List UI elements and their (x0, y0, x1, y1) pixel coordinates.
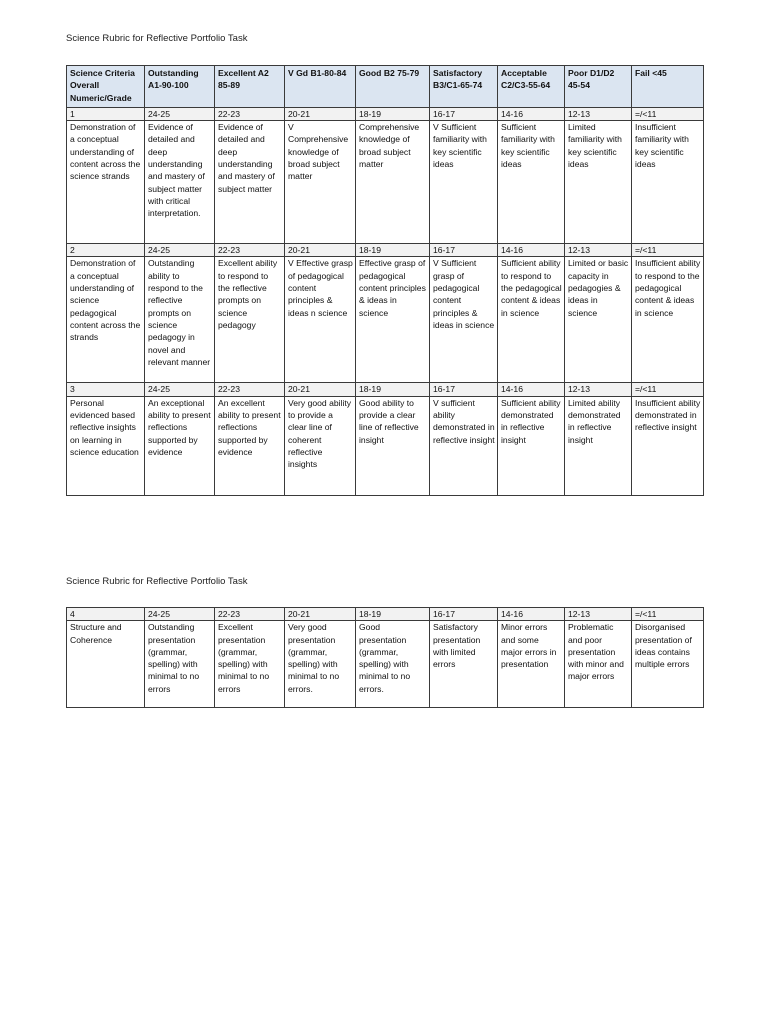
score-row (67, 608, 704, 621)
criterion-number: 2 (67, 244, 145, 257)
page-title: Science Rubric for Reflective Portfolio Task (66, 33, 248, 44)
descriptor-cell: V Sufficient familiarity with key scientific ideas (430, 121, 498, 244)
column-header: Outstanding A1-90-100 (145, 66, 215, 108)
column-header: Satisfactory B3/C1-65-74 (430, 66, 498, 108)
criterion-number: 4 (67, 608, 145, 621)
criterion-row (67, 621, 704, 708)
descriptor-cell: Evidence of detailed and deep understanding and mastery of subject matter with critical interpretation. (145, 121, 215, 244)
score-cell: 16-17 (430, 383, 498, 396)
column-header: Excellent A2 85-89 (215, 66, 285, 108)
descriptor-cell: Problematic and poor presentation with minor and major errors (565, 621, 632, 708)
descriptor-cell: Good ability to provide a clear line of reflective insight (356, 396, 430, 495)
descriptor-cell: Very good presentation (grammar, spelling) with minimal to no errors. (285, 621, 356, 708)
score-cell: 18-19 (356, 107, 430, 120)
score-cell: 20-21 (285, 383, 356, 396)
descriptor-cell: Effective grasp of pedagogical content principles & ideas in science (356, 257, 430, 383)
score-cell: 14-16 (498, 608, 565, 621)
descriptor-cell: Comprehensive knowledge of broad subject matter (356, 121, 430, 244)
score-cell: 16-17 (430, 608, 498, 621)
score-cell: 16-17 (430, 107, 498, 120)
descriptor-cell: Outstanding ability to respond to the reflective prompts on science pedagogy in novel and relevant manner (145, 257, 215, 383)
descriptor-cell: V Sufficient grasp of pedagogical content principles & ideas in science (430, 257, 498, 383)
descriptor-cell: Limited familiarity with key scientific ideas (565, 121, 632, 244)
score-cell: 12-13 (565, 244, 632, 257)
descriptor-cell: V Comprehensive knowledge of broad subject matter (285, 121, 356, 244)
criterion-row (67, 257, 704, 383)
descriptor-cell: Outstanding presentation (grammar, spelling) with minimal to no errors (145, 621, 215, 708)
descriptor-cell: V Effective grasp of pedagogical content principles & ideas n science (285, 257, 356, 383)
score-cell: 12-13 (565, 107, 632, 120)
score-cell: 18-19 (356, 244, 430, 257)
criterion-row (67, 396, 704, 495)
score-cell: 22-23 (215, 107, 285, 120)
score-cell: 14-16 (498, 107, 565, 120)
criterion-number: 1 (67, 107, 145, 120)
score-cell: 14-16 (498, 383, 565, 396)
score-cell: 24-25 (145, 244, 215, 257)
column-header: Science Criteria Overall Numeric/Grade (67, 66, 145, 108)
criterion-row (67, 121, 704, 244)
descriptor-cell: Insufficient ability demonstrated in reflective insight (632, 396, 704, 495)
rubric-table (66, 65, 704, 496)
descriptor-cell: Good presentation (grammar, spelling) with minimal to no errors. (356, 621, 430, 708)
score-cell: 18-19 (356, 383, 430, 396)
descriptor-cell: Insufficient ability to respond to the pedagogical content & ideas in science (632, 257, 704, 383)
score-cell: =/<11 (632, 608, 704, 621)
criterion-name: Personal evidenced based reflective insights on learning in science education (67, 396, 145, 495)
column-header: Poor D1/D2 45-54 (565, 66, 632, 108)
score-cell: =/<11 (632, 383, 704, 396)
criterion-name: Demonstration of a conceptual understanding of content across the science strands (67, 121, 145, 244)
column-header: Acceptable C2/C3-55-64 (498, 66, 565, 108)
criterion-name: Demonstration of a conceptual understanding of science pedagogical content across the strands (67, 257, 145, 383)
descriptor-cell: Satisfactory presentation with limited errors (430, 621, 498, 708)
descriptor-cell: Disorganised presentation of ideas contains multiple errors (632, 621, 704, 708)
score-row (67, 383, 704, 396)
score-cell: =/<11 (632, 244, 704, 257)
score-cell: 24-25 (145, 608, 215, 621)
descriptor-cell: Excellent ability to respond to the reflective prompts on science pedagogy (215, 257, 285, 383)
descriptor-cell: Insufficient familiarity with key scientific ideas (632, 121, 704, 244)
score-cell: 22-23 (215, 383, 285, 396)
descriptor-cell: Evidence of detailed and deep understanding and mastery of subject matter (215, 121, 285, 244)
score-cell: 12-13 (565, 383, 632, 396)
score-cell: 14-16 (498, 244, 565, 257)
score-cell: 24-25 (145, 383, 215, 396)
rubric-table (66, 607, 704, 708)
score-row (67, 244, 704, 257)
column-header: Good B2 75-79 (356, 66, 430, 108)
score-cell: 24-25 (145, 107, 215, 120)
column-header: Fail <45 (632, 66, 704, 108)
descriptor-cell: Sufficient ability to respond to the pedagogical content & ideas in science (498, 257, 565, 383)
score-cell: 22-23 (215, 244, 285, 257)
criterion-number: 3 (67, 383, 145, 396)
score-cell: 16-17 (430, 244, 498, 257)
score-cell: 18-19 (356, 608, 430, 621)
descriptor-cell: Limited or basic capacity in pedagogies & ideas in science (565, 257, 632, 383)
descriptor-cell: Limited ability demonstrated in reflective insight (565, 396, 632, 495)
descriptor-cell: Very good ability to provide a clear line of coherent reflective insights (285, 396, 356, 495)
column-header: V Gd B1-80-84 (285, 66, 356, 108)
score-cell: 20-21 (285, 608, 356, 621)
descriptor-cell: Excellent presentation (grammar, spelling) with minimal to no errors (215, 621, 285, 708)
score-cell: =/<11 (632, 107, 704, 120)
score-cell: 12-13 (565, 608, 632, 621)
score-cell: 20-21 (285, 107, 356, 120)
page-title: Science Rubric for Reflective Portfolio Task (66, 576, 248, 587)
descriptor-cell: Sufficient ability demonstrated in reflective insight (498, 396, 565, 495)
header-row (67, 66, 704, 108)
score-cell: 20-21 (285, 244, 356, 257)
descriptor-cell: V sufficient ability demonstrated in reflective insight (430, 396, 498, 495)
criterion-name: Structure and Coherence (67, 621, 145, 708)
descriptor-cell: An excellent ability to present reflections supported by evidence (215, 396, 285, 495)
descriptor-cell: Minor errors and some major errors in presentation (498, 621, 565, 708)
descriptor-cell: An exceptional ability to present reflections supported by evidence (145, 396, 215, 495)
descriptor-cell: Sufficient familiarity with key scientific ideas (498, 121, 565, 244)
score-cell: 22-23 (215, 608, 285, 621)
score-row (67, 107, 704, 120)
